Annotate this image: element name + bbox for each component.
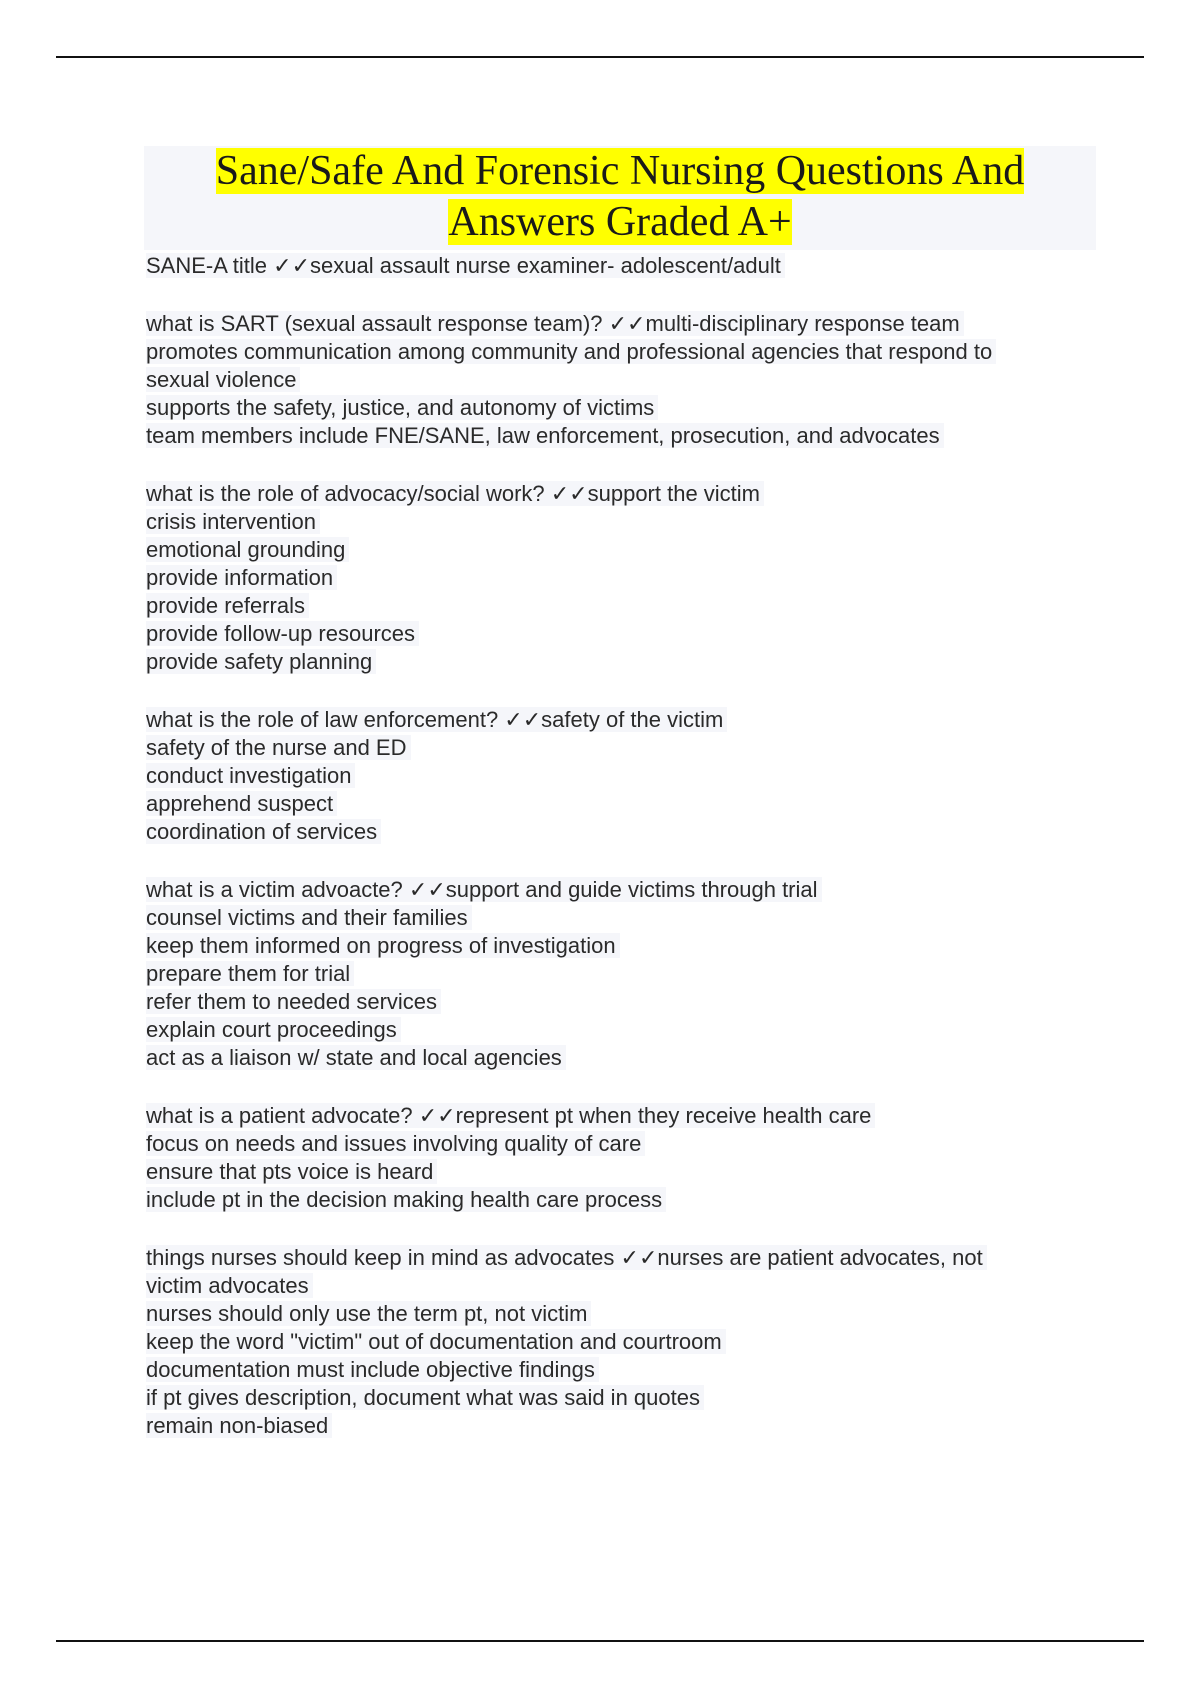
qa-line-text: coordination of services xyxy=(146,819,381,844)
qa-line-text: refer them to needed services xyxy=(146,989,441,1014)
qa-line-text: SANE-A title ✓✓sexual assault nurse examiner- adolescent/adult xyxy=(146,253,785,278)
qa-answer-line xyxy=(146,960,1090,988)
qa-line-text: provide information xyxy=(146,565,337,590)
qa-answer-line xyxy=(146,988,1090,1016)
qa-line-text: what is a patient advocate? ✓✓represent pt when they receive health care xyxy=(146,1103,875,1128)
bottom-rule xyxy=(56,1640,1144,1642)
qa-line-text: keep the word "victim" out of documentation and courtroom xyxy=(146,1329,726,1354)
qa-question-line xyxy=(146,1244,1090,1272)
document-page xyxy=(146,146,1090,1470)
document-title xyxy=(148,146,1092,248)
qa-answer-line xyxy=(146,904,1090,932)
qa-answer-line xyxy=(146,1384,1090,1412)
qa-answer-line xyxy=(146,1130,1090,1158)
qa-answer-line xyxy=(146,536,1090,564)
qa-line-text: counsel victims and their families xyxy=(146,905,472,930)
qa-line-text: sexual violence xyxy=(146,367,300,392)
qa-item xyxy=(146,706,1090,846)
qa-line-text: focus on needs and issues involving quality of care xyxy=(146,1131,645,1156)
qa-answer-line xyxy=(146,366,1090,394)
top-rule xyxy=(56,56,1144,58)
qa-question-line xyxy=(146,706,1090,734)
qa-line-text: act as a liaison w/ state and local agencies xyxy=(146,1045,566,1070)
qa-line-text: emotional grounding xyxy=(146,537,349,562)
qa-line-text: documentation must include objective findings xyxy=(146,1357,599,1382)
qa-item xyxy=(146,310,1090,450)
qa-item xyxy=(146,480,1090,676)
qa-line-text: what is a victim advoacte? ✓✓support and guide victims through trial xyxy=(146,877,822,902)
qa-item xyxy=(146,876,1090,1072)
qa-line-text: remain non-biased xyxy=(146,1413,332,1438)
qa-question-line xyxy=(146,1102,1090,1130)
qa-answer-line xyxy=(146,422,1090,450)
qa-item xyxy=(146,1102,1090,1214)
qa-item xyxy=(146,1244,1090,1440)
title-block xyxy=(144,146,1096,250)
qa-answer-line xyxy=(146,734,1090,762)
qa-line-text: crisis intervention xyxy=(146,509,320,534)
qa-answer-line xyxy=(146,1412,1090,1440)
qa-question-line xyxy=(146,310,1090,338)
qa-answer-line xyxy=(146,394,1090,422)
qa-line-text: provide follow-up resources xyxy=(146,621,419,646)
qa-line-text: ensure that pts voice is heard xyxy=(146,1159,437,1184)
qa-line-text: safety of the nurse and ED xyxy=(146,735,411,760)
qa-line-text: if pt gives description, document what was said in quotes xyxy=(146,1385,704,1410)
qa-line-text: what is the role of advocacy/social work? ✓✓support the victim xyxy=(146,481,764,506)
qa-line-text: apprehend suspect xyxy=(146,791,337,816)
title-line-1: Sane/Safe And Forensic Nursing Questions And xyxy=(215,148,1025,194)
qa-answer-line xyxy=(146,762,1090,790)
qa-answer-line xyxy=(146,620,1090,648)
qa-line-text: team members include FNE/SANE, law enforcement, prosecution, and advocates xyxy=(146,423,944,448)
qa-line-text: what is SART (sexual assault response team)? ✓✓multi-disciplinary response team xyxy=(146,311,964,336)
qa-line-text: conduct investigation xyxy=(146,763,355,788)
qa-line-text: include pt in the decision making health care process xyxy=(146,1187,666,1212)
qa-answer-line xyxy=(146,1272,1090,1300)
qa-answer-line xyxy=(146,932,1090,960)
qa-question-line xyxy=(146,876,1090,904)
qa-line-text: victim advocates xyxy=(146,1273,313,1298)
qa-answer-line xyxy=(146,1328,1090,1356)
qa-answer-line xyxy=(146,592,1090,620)
qa-answer-line xyxy=(146,1044,1090,1072)
qa-line-text: provide referrals xyxy=(146,593,309,618)
qa-answer-line xyxy=(146,1158,1090,1186)
qa-line-text: promotes communication among community and professional agencies that respond to xyxy=(146,339,996,364)
qa-line-text: supports the safety, justice, and autonomy of victims xyxy=(146,395,658,420)
qa-answer-line xyxy=(146,818,1090,846)
qa-answer-line xyxy=(146,564,1090,592)
qa-line-text: explain court proceedings xyxy=(146,1017,401,1042)
qa-question-line xyxy=(146,480,1090,508)
qa-answer-line xyxy=(146,648,1090,676)
qa-answer-line xyxy=(146,508,1090,536)
qa-line-text: prepare them for trial xyxy=(146,961,354,986)
qa-line-text: provide safety planning xyxy=(146,649,376,674)
qa-answer-line xyxy=(146,1300,1090,1328)
qa-item xyxy=(146,252,1090,280)
qa-answer-line xyxy=(146,790,1090,818)
qa-answer-line xyxy=(146,338,1090,366)
qa-answer-line xyxy=(146,1016,1090,1044)
qa-line-text: nurses should only use the term pt, not victim xyxy=(146,1301,591,1326)
qa-line-text: keep them informed on progress of investigation xyxy=(146,933,620,958)
title-line-2: Answers Graded A+ xyxy=(448,199,792,245)
qa-line-text: what is the role of law enforcement? ✓✓safety of the victim xyxy=(146,707,727,732)
qa-question-line xyxy=(146,252,1090,280)
qa-answer-line xyxy=(146,1186,1090,1214)
qa-list xyxy=(146,252,1090,1440)
qa-answer-line xyxy=(146,1356,1090,1384)
qa-line-text: things nurses should keep in mind as advocates ✓✓nurses are patient advocates, not xyxy=(146,1245,987,1270)
